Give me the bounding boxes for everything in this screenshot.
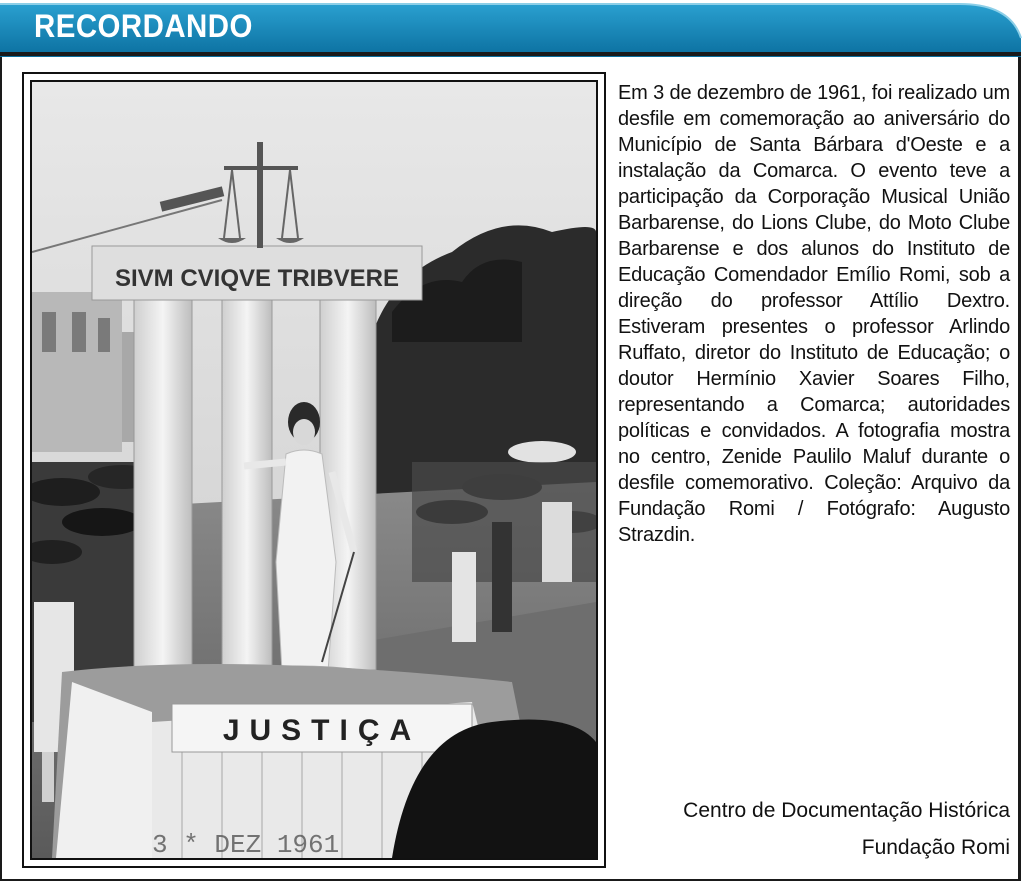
- article-body: Em 3 de dezembro de 1961, foi realizado um desfile em comemoração ao aniversário do Município de Santa Bárbara d'Oeste e a instalação da Comarca. O evento teve a participação da Corporação Musical União Barbarense, do Lions Clube, do Moto Clube Barbarense e dos alunos do Instituto de Educação Comendador Emílio Romi, sob a direção do professor Attílio Dextro. Estiveram presentes o professor Arlindo Ruffato, diretor do Instituto de Educação; o doutor Hermínio Xavier Soares Filho, representando a Comarca; autoridades políticas e convidados. A fotografia mostra no centro, Zenide Paulilo Maluf durante o desfile comemorativo. Coleção: Arquivo da Fundação Romi / Fotógrafo: Augusto Strazdin.: [618, 82, 1010, 546]
- photo-frame: [22, 72, 606, 868]
- historical-photo: [30, 80, 598, 860]
- photo-date-stamp: 3 * DEZ 1961: [152, 830, 340, 858]
- parade-photo-illustration: [32, 82, 596, 858]
- credit-institution: Centro de Documentação Histórica: [683, 799, 1010, 822]
- photo-banner-text: SIVM CVIQVE TRIBVERE: [114, 265, 400, 292]
- credit-foundation: Fundação Romi: [861, 836, 1010, 859]
- section-header: [0, 0, 1024, 57]
- header-title: RECORDANDO: [34, 8, 253, 44]
- photo-float-text: JUSTIÇA: [222, 714, 422, 747]
